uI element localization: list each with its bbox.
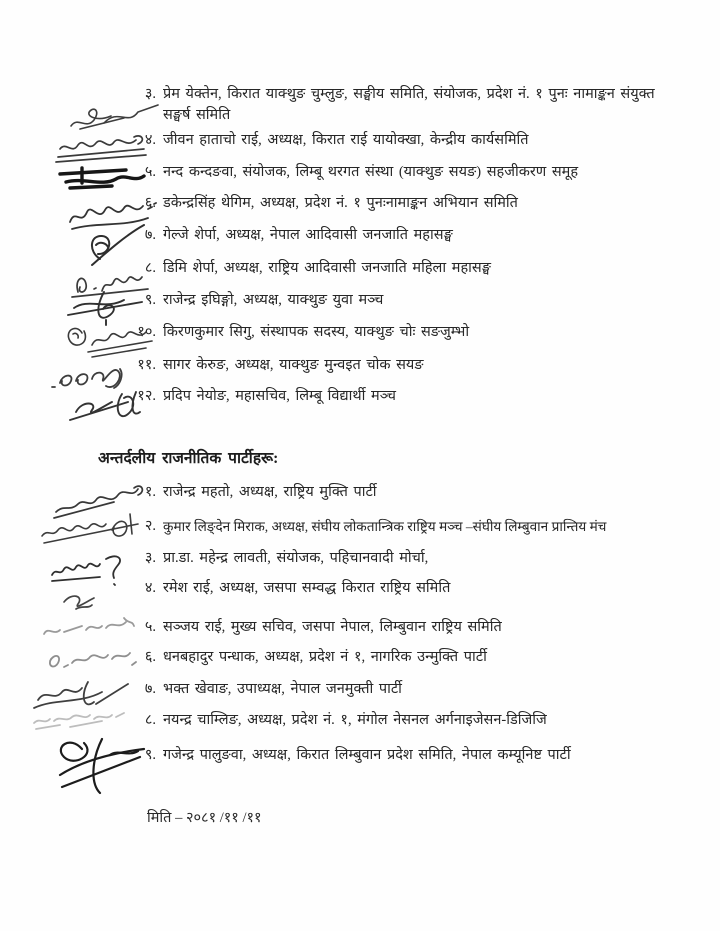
item-number: ११. (137, 357, 156, 373)
item-text: नन्द कन्दङवा, संयोजक, लिम्बू थरगत संस्था (याक्थुङ सयङ) सहजीकरण समूह (163, 164, 579, 180)
item-text: नयन्द्र चाम्लिङ, अध्यक्ष, प्रदेश नं. १, मंगोल नेसनल अर्गनाइजेसन-डिजिजि (163, 712, 547, 728)
signature-ink-party6 (42, 643, 142, 677)
item-number: १२. (137, 388, 156, 404)
item-number: ४. (144, 580, 156, 596)
item-text: सञ्जय राई, मुख्य सचिव, जसपा नेपाल, लिम्बुवान राष्ट्रिय समिति (163, 619, 502, 635)
item-text: राजेन्द्र इघिङ्गो, अध्यक्ष, याक्थुङ युवा मञ्च (163, 292, 384, 308)
item-text: सागर केरुङ, अध्यक्ष, याक्थुङ मुन्वइत चोक सयङ (163, 357, 424, 373)
item-number: ८. (144, 712, 156, 728)
signature-ink-party5 (40, 614, 138, 646)
list-item (128, 578, 688, 599)
list-item (128, 130, 688, 151)
item-number: ३. (144, 550, 156, 566)
item-number: ५. (144, 619, 156, 635)
item-text: राजेन्द्र महतो, अध्यक्ष, राष्ट्रिय मुक्ति पार्टी (163, 484, 377, 500)
list-item (128, 162, 688, 183)
item-text: धनबहादुर पन्धाक, अध्यक्ष, प्रदेश नं १, नागरिक उन्मुक्ति पार्टी (163, 649, 487, 665)
list-item (128, 225, 688, 246)
list-item (128, 482, 688, 503)
item-number: १. (144, 484, 156, 500)
item-number: २. (144, 518, 156, 534)
item-number: ७. (144, 227, 156, 243)
list-item (128, 516, 688, 537)
list-item (128, 84, 688, 126)
list-item (128, 322, 688, 343)
list-item (128, 647, 688, 668)
item-text: गजेन्द्र पालुङवा, अध्यक्ष, किरात लिम्बुवान प्रदेश समिति, नेपाल कम्यूनिष्ट पार्टी (163, 747, 571, 763)
list-item (128, 193, 688, 214)
item-number: ६. (144, 195, 156, 211)
item-number: ५. (144, 164, 156, 180)
signature-ink-party3 (48, 551, 136, 589)
list-item (128, 679, 688, 700)
signature-ink-party8 (30, 709, 140, 735)
list-item (128, 290, 688, 311)
item-text: प्रेम येक्तेन, किरात याक्थुङ चुम्लुङ, सङ्घीय समिति, संयोजक, प्रदेश नं. १ पुनः नामाङ्कन संयुक्त सङ्घर्ष समिति (163, 86, 655, 123)
list-item (128, 355, 688, 376)
item-text: डिमि शेर्पा, अध्यक्ष, राष्ट्रिय आदिवासी जनजाति महिला महासङ्घ (163, 260, 491, 276)
list-item (128, 548, 688, 569)
signature-ink-party7 (30, 674, 144, 714)
item-number: ९. (144, 747, 156, 763)
item-number: ६. (144, 649, 156, 665)
item-number: ८. (144, 260, 156, 276)
list-item (128, 617, 688, 638)
item-number: ७. (144, 681, 156, 697)
item-number: ३. (144, 86, 156, 102)
item-text: भक्त खेवाङ, उपाध्यक्ष, नेपाल जनमुक्ती पार्टी (163, 681, 402, 697)
item-text: कुमार लिङ्देन मिराक, अध्यक्ष, संघीय लोकतान्त्रिक राष्ट्रिय मञ्च –संघीय लिम्बुवान प्रान्तिय मंच (163, 519, 607, 534)
item-text: रमेश राई, अध्यक्ष, जसपा सम्वद्ध किरात राष्ट्रिय समिति (163, 580, 451, 596)
list-item (128, 386, 688, 407)
item-text: डकेन्द्रसिंह थेगिम, अध्यक्ष, प्रदेश नं. १ पुनःनामाङ्कन अभियान समिति (163, 195, 518, 211)
item-number: ४. (144, 132, 156, 148)
item-text: प्रदिप नेयोङ, महासचिव, लिम्बू विद्यार्थी मञ्च (163, 388, 396, 404)
list-item (128, 258, 688, 279)
item-text: प्रा.डा. महेन्द्र लावती, संयोजक, पहिचानवादी मोर्चा, (163, 550, 429, 566)
signature-ink-party4 (56, 586, 104, 614)
list-item (128, 745, 688, 766)
item-text: किरणकुमार सिगु, संस्थापक सदस्य, याक्थुङ चोः सङजुम्भो (163, 324, 470, 340)
list-item (128, 710, 688, 731)
item-text: जीवन हाताचो राई, अध्यक्ष, किरात राई यायोक्खा, केन्द्रीय कार्यसमिति (163, 132, 529, 148)
date-line: मिति – २०८१ /११ /११ (147, 810, 262, 826)
item-number: ९. (144, 292, 156, 308)
item-text: गेल्जे शेर्पा, अध्यक्ष, नेपाल आदिवासी जनजाति महासङ्घ (163, 227, 453, 243)
section-heading: अन्तर्दलीय राजनीतिक पार्टीहरू: (98, 450, 279, 467)
item-number: १०. (137, 324, 156, 340)
